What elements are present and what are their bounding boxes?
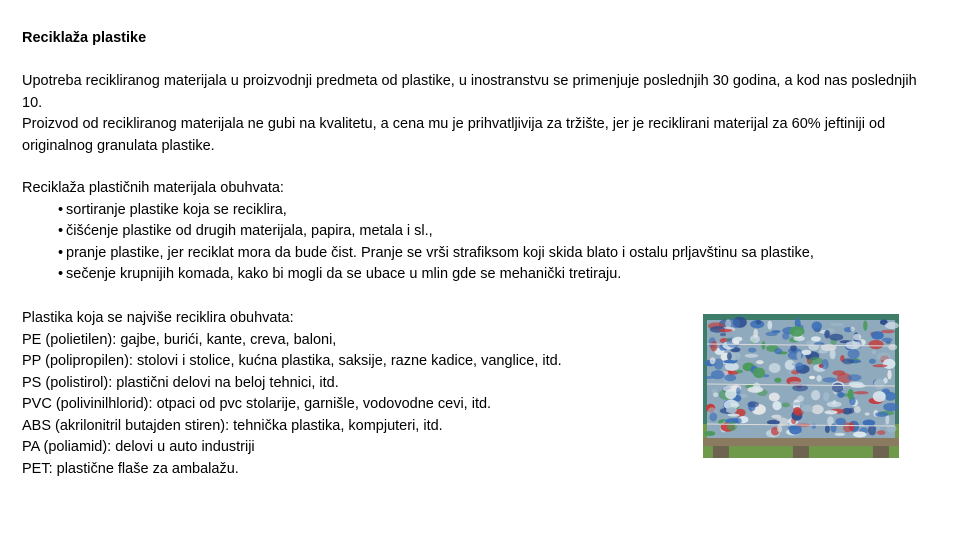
pallet-block — [713, 446, 729, 458]
bottle-shape — [795, 362, 803, 370]
bottle-shape — [868, 340, 883, 349]
bottle-shape — [812, 424, 816, 429]
bottle-shape — [837, 392, 844, 398]
bottle-shape — [865, 412, 870, 415]
bottle-shape — [824, 410, 837, 414]
bottle-shape — [771, 415, 781, 419]
bottle-shape — [791, 402, 805, 405]
bottle-shape — [728, 414, 740, 417]
bottle-shape — [769, 393, 780, 402]
bottle-shape — [782, 333, 789, 340]
bottle-shape — [881, 330, 895, 334]
bottle-shape — [823, 392, 829, 401]
list-item — [58, 221, 937, 243]
bottle-shape — [863, 320, 867, 330]
bottle-shape — [854, 391, 869, 394]
bottle-shape — [874, 379, 885, 389]
bullet-icon: • — [58, 223, 64, 239]
plastic-type-line: PVC (polivinilhlorid): otpaci od pvc stolarije, garnišle, vodovodne cevi, itd. — [22, 396, 492, 412]
bottle-shape — [724, 374, 736, 381]
bottle-shape — [790, 345, 797, 351]
bottle-shape — [774, 348, 782, 354]
bottle-shape — [811, 336, 821, 341]
bottle-shape — [753, 329, 758, 338]
bottle-shape — [812, 321, 822, 330]
bottle-shape — [727, 422, 737, 431]
recycling-list — [22, 200, 937, 286]
bottle-shape — [853, 432, 867, 438]
bottle-shape — [842, 358, 854, 364]
bottle-shape — [849, 408, 855, 414]
pallet-block — [873, 446, 889, 458]
list-item — [58, 200, 937, 222]
bottle-shape — [809, 376, 815, 379]
plastics-section — [22, 308, 702, 480]
bottle-shape — [710, 357, 716, 364]
bottle-shape — [882, 338, 893, 342]
bottle-shape — [801, 405, 813, 412]
bottle-shape — [872, 350, 876, 354]
bottle-shape — [793, 407, 801, 415]
plastics-heading: Plastika koja se najviše reciklira obuhvata: — [22, 310, 294, 326]
bottle-shape — [830, 323, 845, 326]
bottle-shape — [823, 377, 838, 382]
bottle-shape — [832, 383, 843, 393]
bottle-shape — [848, 389, 854, 400]
bottle-shape — [883, 359, 896, 369]
bottle-shape — [829, 334, 843, 341]
bottle-shape — [877, 430, 886, 435]
bottle-shape — [781, 403, 790, 408]
bottle-shape — [793, 336, 805, 341]
pallet-block — [793, 446, 809, 458]
bottle-shape — [827, 401, 842, 407]
bottle-shape — [767, 321, 772, 330]
plastic-type-line: PET: plastične flaše za ambalažu. — [22, 460, 239, 477]
bottle-shape — [849, 422, 854, 431]
plastic-type-line: PS (polistirol): plastični delovi na beloj tehnici, itd. — [22, 374, 339, 391]
bottle-shape — [769, 363, 781, 373]
list-item-text: pranje plastike, jer reciklat mora da bude čist. Pranje se vrši strafiksom koji skida blato i ostalu prljavštinu sa plastike, — [66, 244, 814, 261]
bottle-shape — [726, 407, 737, 413]
bottle-shape — [809, 357, 823, 365]
bottle-shape — [747, 401, 759, 407]
list-item-text: čišćenje plastike od drugih materijala, papira, metala i sl., — [66, 223, 433, 239]
bottle-shape — [753, 368, 765, 379]
bottle-shape — [797, 351, 802, 359]
bottle-shape — [824, 330, 830, 339]
intro-section — [22, 71, 937, 157]
recycling-section — [22, 178, 937, 286]
bottle-shape — [790, 326, 805, 337]
bottle-shape — [863, 420, 876, 427]
bottle-shape — [825, 425, 830, 433]
bottle-shape — [875, 412, 888, 417]
bottle-shape — [727, 352, 732, 360]
plastic-type-line: PA (poliamid): delovi u auto industriji — [22, 439, 255, 455]
bottle-shape — [871, 331, 884, 339]
list-item — [58, 264, 937, 286]
bottle-shape — [797, 395, 804, 402]
bottle-shape — [833, 370, 846, 375]
bottle-shape — [835, 433, 846, 436]
bottle-shape — [720, 333, 726, 336]
bullet-icon: • — [58, 266, 64, 282]
plastic-bale-illustration — [703, 314, 899, 458]
list-item-text: sečenje krupnijih komada, kako bi mogli da se ubace u mlin gde se mehanički tretiraju. — [66, 266, 622, 282]
intro-paragraph-1: Upotreba recikliranog materijala u proizvodnji predmeta od plastike, u inostranstvu se primenjuje poslednjih 30 godina, a kod nas poslednjih 10. — [22, 73, 917, 111]
bottle-shape — [872, 364, 887, 367]
bottle-shape — [811, 405, 823, 415]
bottle-shape — [723, 360, 736, 364]
bottle-shape — [888, 344, 897, 350]
bottle-shape — [885, 392, 896, 401]
slide-title: Reciklaža plastike — [22, 30, 147, 46]
bullet-icon: • — [58, 201, 64, 218]
bottle-shape — [788, 426, 800, 430]
bottle-shape — [802, 350, 812, 355]
bottle-shape — [748, 348, 756, 353]
bottle-shape — [704, 431, 715, 436]
bottle-shape — [710, 341, 717, 352]
bottle-shape — [853, 334, 861, 341]
bottle-shape — [753, 382, 761, 392]
intro-paragraph-2: Proizvod od recikliranog materijala ne gubi na kvalitetu, a cena mu je prihvatljivija za tržište, jer je reciklirani materijal za 60% jeftiniji od originalnog granulata plastike. — [22, 116, 886, 154]
bottle-shape — [713, 392, 718, 397]
bottle-shape — [736, 387, 740, 394]
bottle-shape — [736, 370, 743, 374]
bottle-shape — [756, 320, 762, 324]
bottle-shape — [848, 349, 860, 359]
bottle-shape — [811, 390, 820, 400]
bullet-icon: • — [58, 244, 64, 261]
plastic-type-line: PP (polipropilen): stolovi i stolice, kućna plastika, saksije, razne kadice, vanglice, itd. — [22, 353, 562, 369]
bottle-shape — [854, 406, 861, 413]
bottle-shape — [734, 337, 742, 342]
bottle-shape — [774, 378, 781, 383]
bottle-shape — [772, 330, 781, 333]
bottle-shape — [740, 394, 747, 398]
bottle-shape — [885, 322, 899, 329]
bottle-shape — [869, 359, 876, 364]
plastic-type-line: ABS (akrilonitril butajden stiren): tehnička plastika, kompjuteri, itd. — [22, 417, 443, 434]
bottle-shape — [767, 420, 780, 425]
plastic-bale-photo — [703, 314, 899, 458]
bottle-shape — [883, 403, 898, 412]
list-item-text: sortiranje plastike koja se reciklira, — [66, 201, 287, 218]
bottle-shape — [777, 425, 782, 432]
list-item — [58, 243, 937, 265]
bottle-shape — [816, 375, 821, 382]
bottle-shape — [761, 341, 765, 349]
recycling-heading: Reciklaža plastičnih materijala obuhvata: — [22, 180, 284, 196]
bottle-shape — [868, 425, 877, 436]
bottle-shape — [873, 391, 886, 402]
plastic-type-line: PE (polietilen): gajbe, burići, kante, creva, baloni, — [22, 331, 337, 348]
bottle-pile — [704, 317, 899, 438]
bottle-shape — [756, 360, 764, 364]
bottle-shape — [847, 374, 861, 381]
bottle-shape — [719, 329, 733, 332]
bottle-shape — [850, 327, 854, 332]
bottle-shape — [728, 371, 732, 374]
bottle-shape — [835, 418, 846, 426]
bottle-shape — [772, 401, 781, 410]
bottle-shape — [709, 412, 717, 421]
bottle-shape — [887, 370, 891, 380]
bottle-shape — [711, 370, 725, 379]
pallet-plank — [703, 438, 899, 446]
bottle-shape — [725, 389, 736, 399]
bottle-shape — [745, 354, 758, 358]
bottle-shape — [830, 423, 836, 432]
